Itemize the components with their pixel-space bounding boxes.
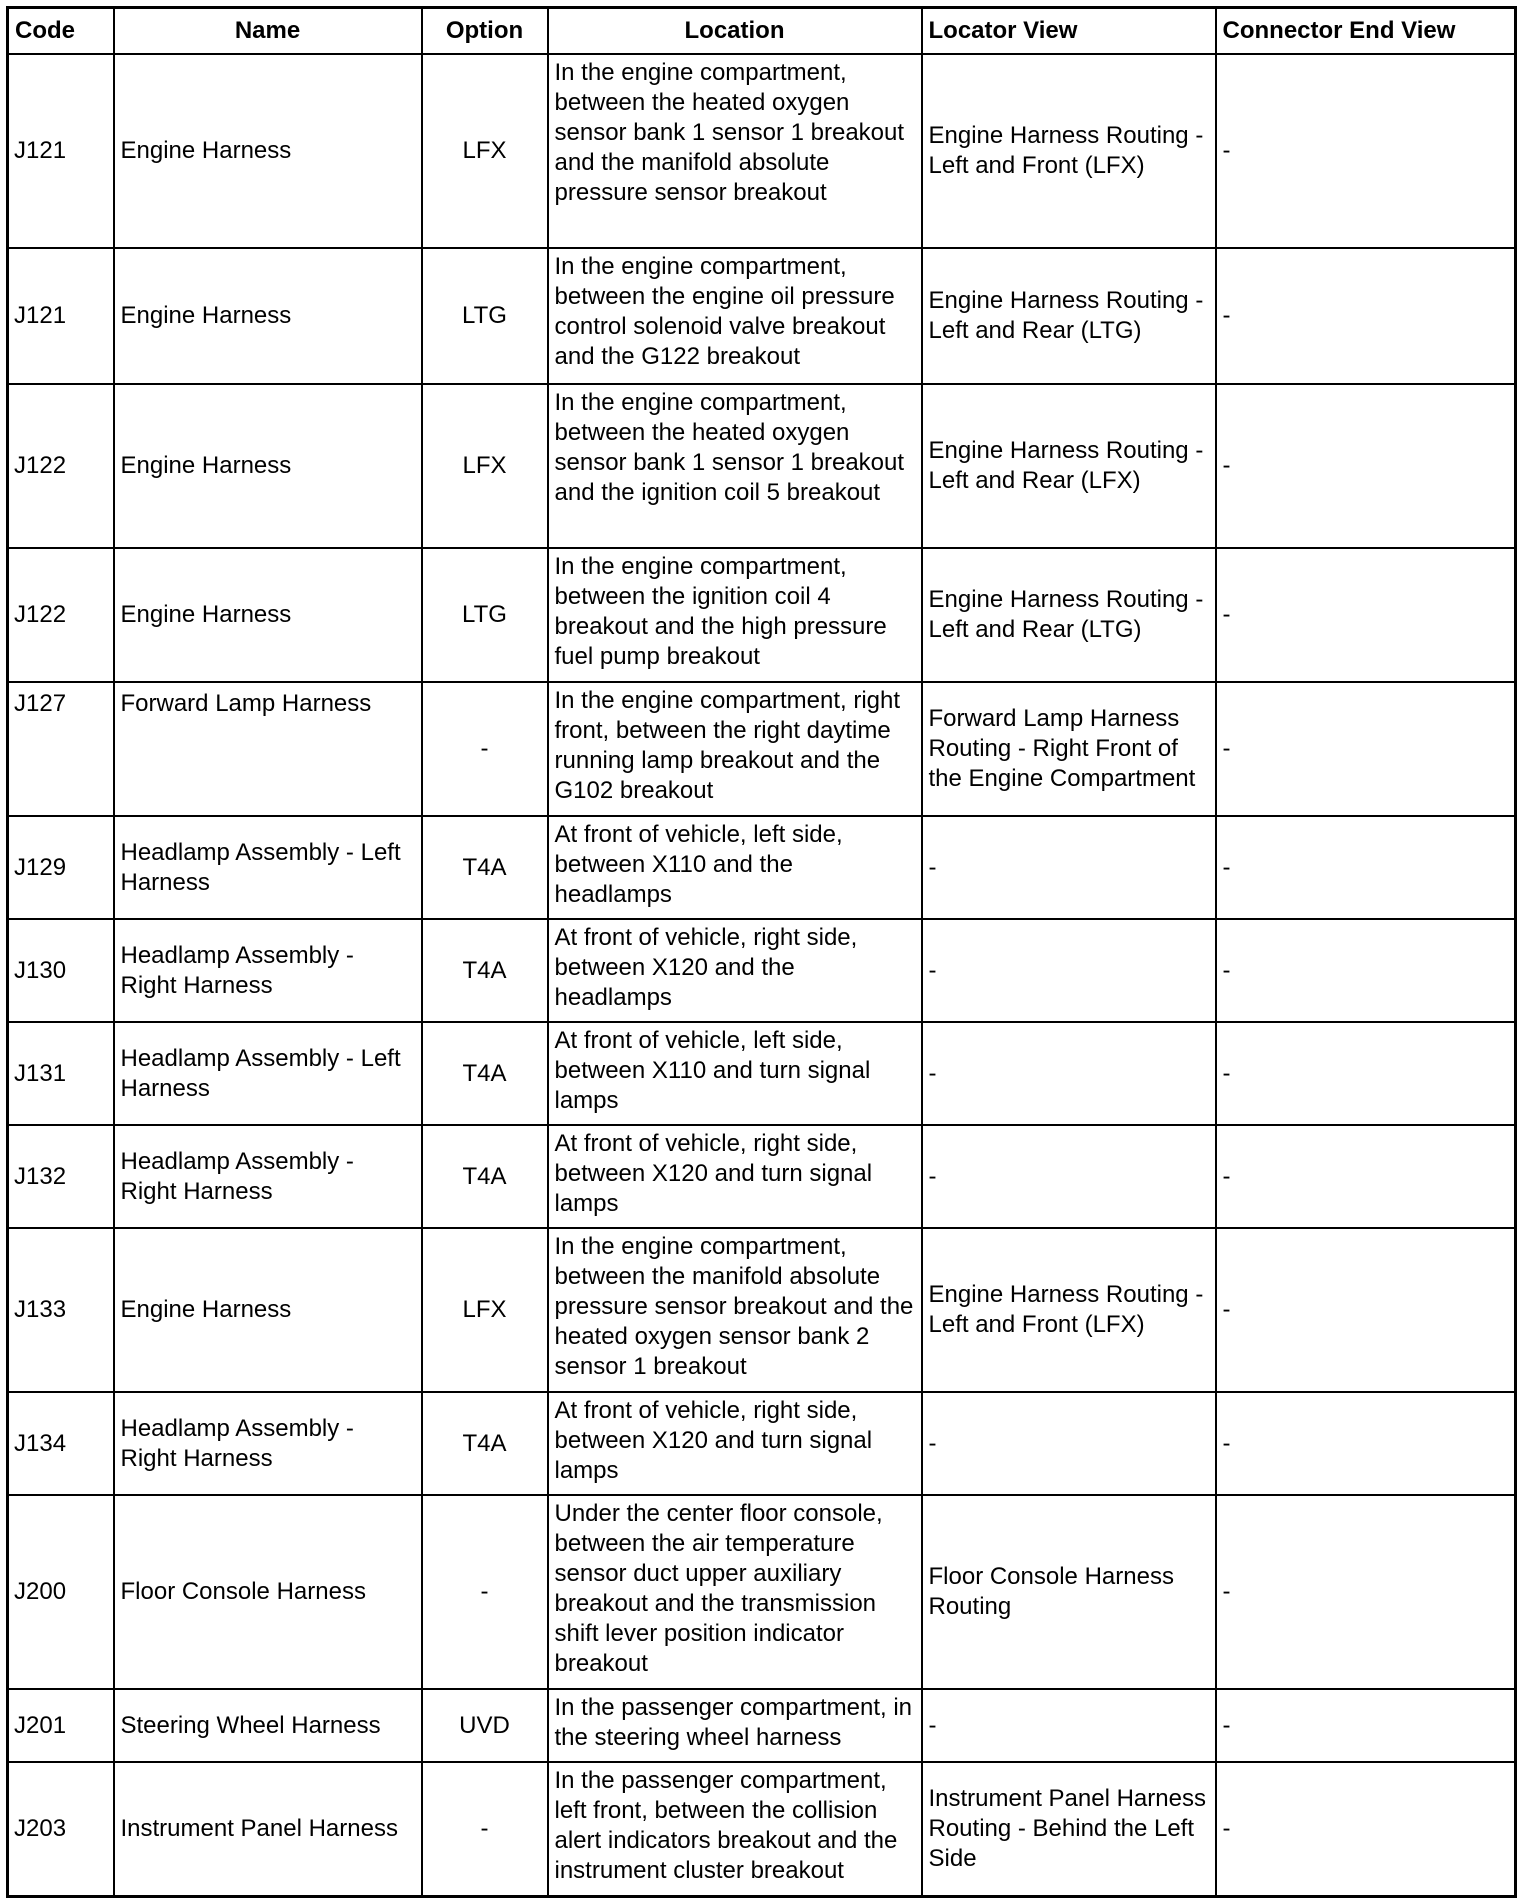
cell-code: J122 xyxy=(8,548,114,682)
cell-name: Engine Harness xyxy=(114,1228,422,1392)
cell-location: In the passenger compartment, left front, between the collision alert indicators breakout and the instrument cluster breakout xyxy=(548,1762,922,1896)
cell-option: LFX xyxy=(422,1228,548,1392)
cell-connector-end-view: - xyxy=(1216,919,1516,1022)
cell-locator-view: - xyxy=(922,1022,1216,1125)
table-row xyxy=(8,1762,1516,1896)
cell-location: In the engine compartment, between the engine oil pressure control solenoid valve breakout and the G122 breakout xyxy=(548,248,922,384)
cell-code: J127 xyxy=(8,682,114,816)
cell-locator-view: Instrument Panel Harness Routing - Behind the Left Side xyxy=(922,1762,1216,1896)
cell-locator-view: Forward Lamp Harness Routing - Right Front of the Engine Compartment xyxy=(922,682,1216,816)
cell-locator-view: Engine Harness Routing - Left and Rear (LTG) xyxy=(922,248,1216,384)
cell-connector-end-view: - xyxy=(1216,1762,1516,1896)
cell-name: Steering Wheel Harness xyxy=(114,1689,422,1762)
cell-option: - xyxy=(422,1762,548,1896)
header-location: Location xyxy=(548,8,922,55)
table-row xyxy=(8,1125,1516,1228)
cell-code: J131 xyxy=(8,1022,114,1125)
cell-location: At front of vehicle, right side, between X120 and the headlamps xyxy=(548,919,922,1022)
cell-locator-view: Engine Harness Routing - Left and Rear (LTG) xyxy=(922,548,1216,682)
cell-name: Engine Harness xyxy=(114,54,422,248)
cell-location: In the engine compartment, between the manifold absolute pressure sensor breakout and the heated oxygen sensor bank 2 sensor 1 breakout xyxy=(548,1228,922,1392)
cell-location: At front of vehicle, left side, between X110 and turn signal lamps xyxy=(548,1022,922,1125)
table-row xyxy=(8,1228,1516,1392)
cell-name: Headlamp Assembly - Left Harness xyxy=(114,1022,422,1125)
cell-connector-end-view: - xyxy=(1216,816,1516,919)
cell-name: Engine Harness xyxy=(114,384,422,548)
table-row xyxy=(8,816,1516,919)
cell-connector-end-view: - xyxy=(1216,548,1516,682)
table-row xyxy=(8,384,1516,548)
cell-option: T4A xyxy=(422,816,548,919)
table-row xyxy=(8,1392,1516,1495)
cell-location: At front of vehicle, right side, between X120 and turn signal lamps xyxy=(548,1125,922,1228)
cell-name: Headlamp Assembly - Right Harness xyxy=(114,1125,422,1228)
cell-location: In the engine compartment, between the ignition coil 4 breakout and the high pressure fuel pump breakout xyxy=(548,548,922,682)
cell-connector-end-view: - xyxy=(1216,1495,1516,1689)
table-row xyxy=(8,1022,1516,1125)
cell-option: T4A xyxy=(422,919,548,1022)
cell-locator-view: - xyxy=(922,1689,1216,1762)
cell-option: - xyxy=(422,1495,548,1689)
table-row xyxy=(8,682,1516,816)
cell-code: J130 xyxy=(8,919,114,1022)
cell-name: Floor Console Harness xyxy=(114,1495,422,1689)
cell-name: Engine Harness xyxy=(114,548,422,682)
cell-option: T4A xyxy=(422,1022,548,1125)
header-name: Name xyxy=(114,8,422,55)
cell-location: At front of vehicle, right side, between X120 and turn signal lamps xyxy=(548,1392,922,1495)
cell-name: Instrument Panel Harness xyxy=(114,1762,422,1896)
header-option: Option xyxy=(422,8,548,55)
cell-location: Under the center floor console, between the air temperature sensor duct upper auxiliary breakout and the transmission shift lever position indicator breakout xyxy=(548,1495,922,1689)
cell-option: T4A xyxy=(422,1125,548,1228)
header-locator-view: Locator View xyxy=(922,8,1216,55)
table-row xyxy=(8,54,1516,248)
cell-location: In the passenger compartment, in the steering wheel harness xyxy=(548,1689,922,1762)
cell-option: LTG xyxy=(422,548,548,682)
cell-option: LFX xyxy=(422,54,548,248)
cell-locator-view: - xyxy=(922,919,1216,1022)
cell-option: LTG xyxy=(422,248,548,384)
connector-table-sheet xyxy=(6,6,1514,1898)
table-row xyxy=(8,248,1516,384)
table-row xyxy=(8,919,1516,1022)
cell-name: Headlamp Assembly - Right Harness xyxy=(114,1392,422,1495)
connector-table xyxy=(6,6,1517,1898)
cell-name: Forward Lamp Harness xyxy=(114,682,422,816)
table-row xyxy=(8,1495,1516,1689)
cell-name: Engine Harness xyxy=(114,248,422,384)
cell-option: T4A xyxy=(422,1392,548,1495)
cell-locator-view: Floor Console Harness Routing xyxy=(922,1495,1216,1689)
cell-code: J133 xyxy=(8,1228,114,1392)
header-code: Code xyxy=(8,8,114,55)
cell-locator-view: Engine Harness Routing - Left and Rear (LFX) xyxy=(922,384,1216,548)
cell-option: UVD xyxy=(422,1689,548,1762)
cell-location: In the engine compartment, right front, between the right daytime running lamp breakout and the G102 breakout xyxy=(548,682,922,816)
cell-name: Headlamp Assembly - Left Harness xyxy=(114,816,422,919)
cell-locator-view: Engine Harness Routing - Left and Front (LFX) xyxy=(922,1228,1216,1392)
header-connector-end-view: Connector End View xyxy=(1216,8,1516,55)
cell-location: At front of vehicle, left side, between X110 and the headlamps xyxy=(548,816,922,919)
cell-connector-end-view: - xyxy=(1216,1689,1516,1762)
cell-code: J121 xyxy=(8,248,114,384)
cell-locator-view: Engine Harness Routing - Left and Front (LFX) xyxy=(922,54,1216,248)
cell-code: J132 xyxy=(8,1125,114,1228)
table-row xyxy=(8,548,1516,682)
cell-code: J122 xyxy=(8,384,114,548)
cell-connector-end-view: - xyxy=(1216,384,1516,548)
cell-option: LFX xyxy=(422,384,548,548)
cell-option: - xyxy=(422,682,548,816)
table-header-row xyxy=(8,8,1516,55)
cell-connector-end-view: - xyxy=(1216,1125,1516,1228)
table-row xyxy=(8,1689,1516,1762)
cell-connector-end-view: - xyxy=(1216,1022,1516,1125)
cell-locator-view: - xyxy=(922,816,1216,919)
cell-connector-end-view: - xyxy=(1216,1392,1516,1495)
cell-code: J134 xyxy=(8,1392,114,1495)
cell-connector-end-view: - xyxy=(1216,682,1516,816)
cell-code: J200 xyxy=(8,1495,114,1689)
cell-location: In the engine compartment, between the heated oxygen sensor bank 1 sensor 1 breakout and the manifold absolute pressure sensor breakout xyxy=(548,54,922,248)
cell-connector-end-view: - xyxy=(1216,248,1516,384)
cell-code: J201 xyxy=(8,1689,114,1762)
cell-code: J129 xyxy=(8,816,114,919)
cell-connector-end-view: - xyxy=(1216,1228,1516,1392)
cell-location: In the engine compartment, between the heated oxygen sensor bank 1 sensor 1 breakout and the ignition coil 5 breakout xyxy=(548,384,922,548)
cell-connector-end-view: - xyxy=(1216,54,1516,248)
cell-locator-view: - xyxy=(922,1125,1216,1228)
cell-name: Headlamp Assembly - Right Harness xyxy=(114,919,422,1022)
cell-code: J121 xyxy=(8,54,114,248)
cell-code: J203 xyxy=(8,1762,114,1896)
cell-locator-view: - xyxy=(922,1392,1216,1495)
